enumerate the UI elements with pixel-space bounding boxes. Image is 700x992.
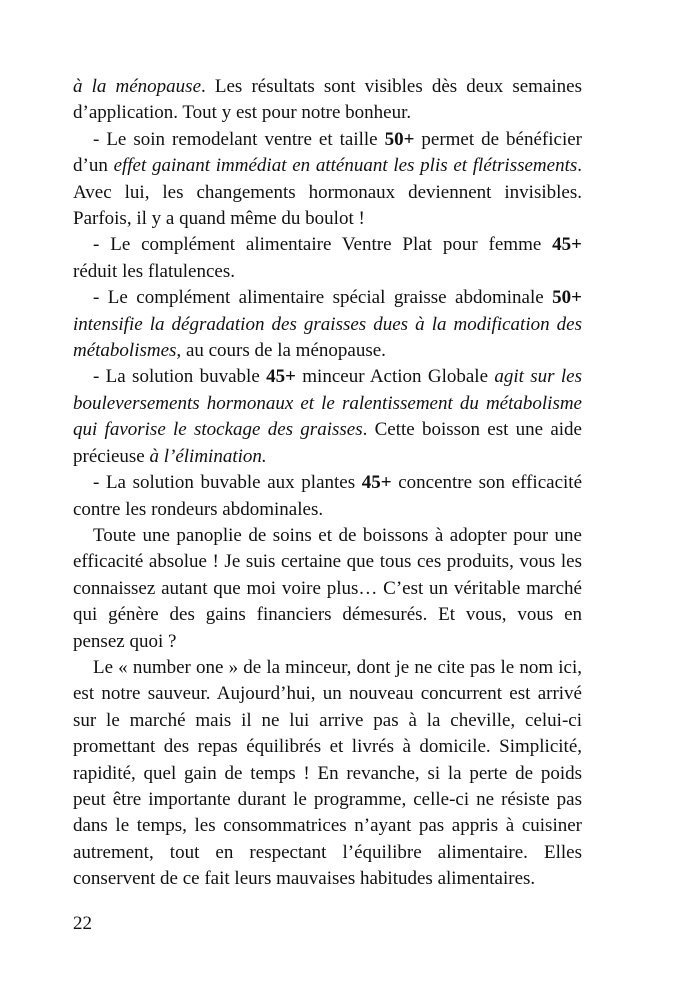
segment: - Le soin remodelant ventre et taille (93, 128, 385, 150)
paragraph-8 (73, 655, 582, 893)
segment: 50+ (552, 287, 582, 309)
segment: au cours de la ménopause. (181, 340, 386, 362)
segment: intensifie la dégradation des graisses dues à la modification des métabolismes, (73, 313, 582, 362)
segment: concentre son efficacité contre les rondeurs abdominales. (73, 472, 582, 520)
segment: permet de bénéficier d’un (73, 128, 582, 177)
segment: - Le complément alimentaire spécial graisse abdominale (93, 287, 553, 309)
segment: . Cette boisson est une aide précieuse (73, 419, 582, 467)
segment: agit sur les bouleversements hormonaux et le ralentissement du métabolisme qui favorise le stockage des graisses (73, 366, 583, 441)
paragraph-5 (73, 364, 582, 470)
paragraph-6 (73, 470, 582, 523)
segment: Le « number one » de la minceur, dont je ne cite pas le nom ici, est notre sauveur. Aujourd’hui, un nouveau concurrent est arrivé sur le marché mais il ne lui arrive pas à la cheville, celui-ci promettant des repas équilibrés et livrés à domicile. Simplicité, rapidité, quel gain de temps ! En revanche, si la perte de poids peut être importante durant le programme, celle-ci ne résiste pas dans le temps, les consommatrices n’ayant pas appris à cuisiner autrement, tout en respectant l’équilibre alimentaire. Elles conservent de ce fait leurs mauvaises habitudes alimentaires. (73, 656, 582, 890)
segment: - La solution buvable aux plantes (93, 472, 362, 494)
segment: . Les résultats sont visibles dès deux semaines d’application. Tout y est pour notre bonheur. (73, 76, 583, 124)
paragraph-1 (73, 74, 582, 127)
segment: - Le complément alimentaire Ventre Plat pour femme (93, 234, 553, 256)
segment: minceur Action Globale (295, 366, 495, 388)
paragraph-7 (73, 523, 582, 655)
segment: à la ménopause (73, 76, 202, 97)
segment: - La solution buvable (93, 366, 267, 388)
segment: effet gainant immédiat en atténuant les plis et flétrissements (113, 155, 578, 177)
segment: 50+ (384, 128, 415, 150)
segment: 45+ (361, 472, 392, 494)
paragraph-4 (73, 285, 582, 364)
paragraph-2 (73, 127, 582, 233)
segment: 45+ (552, 234, 582, 256)
page-number: 22 (73, 913, 92, 934)
segment: . Avec lui, les changements hormonaux deviennent invisibles. Parfois, il y a quand même du boulot ! (73, 155, 583, 230)
segment: Toute une panoplie de soins et de boissons à adopter pour une efficacité absolue ! Je suis certaine que tous ces produits, vous les connaissez autant que moi voire plus… C’est un véritable marché qui génère des gains financiers démesurés. Et vous, vous en pensez quoi ? (73, 524, 582, 652)
segment: à l’élimination. (149, 445, 267, 467)
segment: réduit les flatulences. (73, 260, 235, 282)
segment: 45+ (266, 366, 296, 388)
page-body (73, 74, 582, 893)
paragraph-3 (73, 232, 582, 285)
